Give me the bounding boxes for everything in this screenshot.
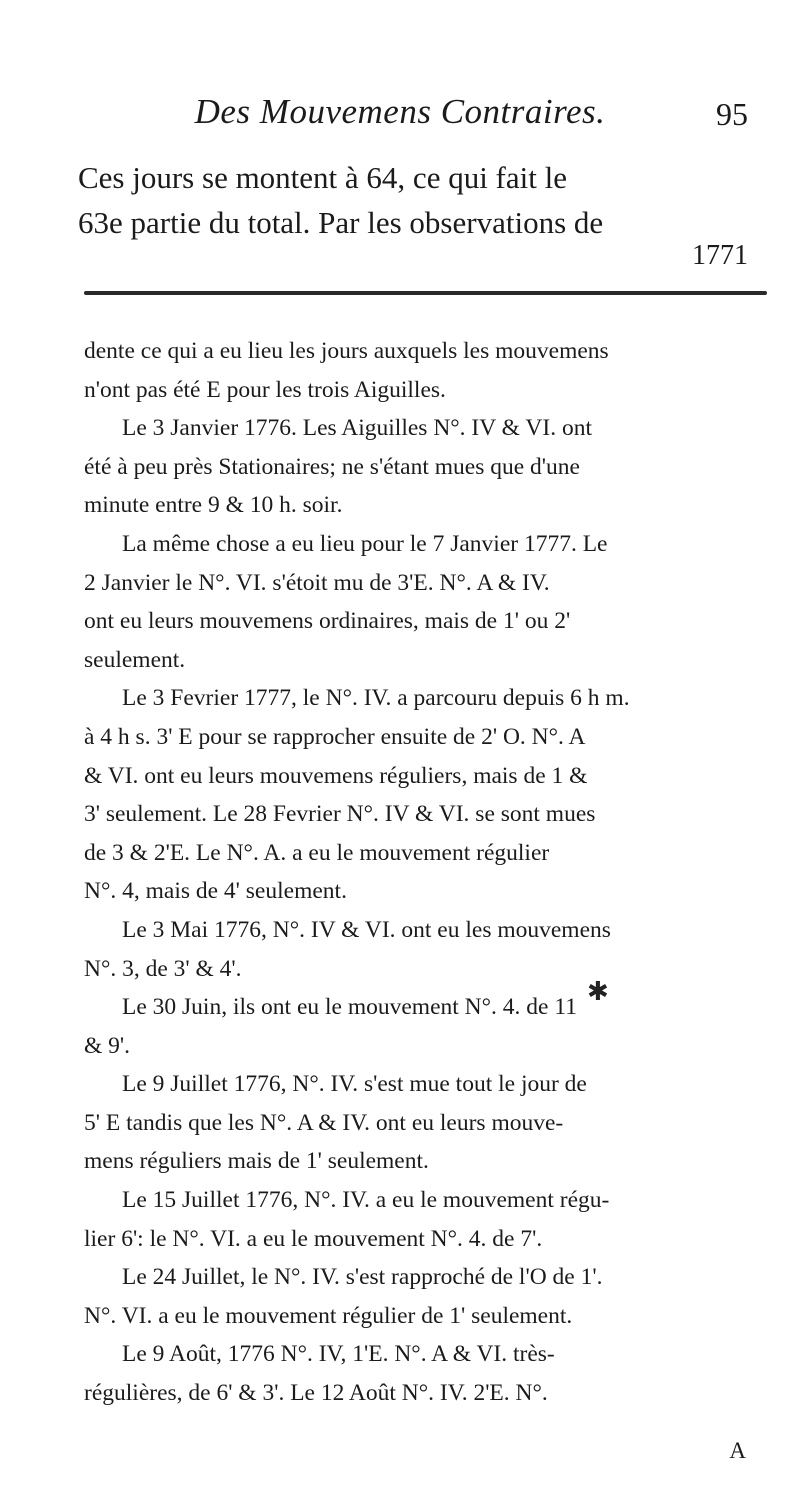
- text-line: Le 9 Juillet 1776, N°. IV. s'est mue tout le jour de: [122, 1071, 587, 1098]
- text-line: Le 30 Juin, ils ont eu le mouvement N°. 4. de 11: [122, 994, 577, 1021]
- text-line: N°. 4, mais de 4' seulement.: [84, 878, 347, 905]
- text-line: minute entre 9 & 10 h. soir.: [84, 492, 343, 519]
- text-line: & 9'.: [84, 1032, 131, 1059]
- text-line: n'ont pas été E pour les trois Aiguilles.: [84, 376, 446, 403]
- page-header: [0, 92, 800, 142]
- page-number: 95: [716, 96, 748, 132]
- catch-year: 1771: [692, 240, 748, 271]
- text-line: mens réguliers mais de 1' seulement.: [84, 1148, 429, 1175]
- text-line: Le 3 Fevrier 1777, le N°. IV. a parcouru depuis 6 h m.: [122, 685, 630, 712]
- page-break-rule: [84, 291, 767, 295]
- text-line: à 4 h s. 3' E pour se rapprocher ensuite de 2' O. N°. A: [84, 723, 586, 750]
- lead-line: Ces jours se montent à 64, ce qui fait le: [78, 160, 567, 195]
- text-line: La même chose a eu lieu pour le 7 Janvier 1777. Le: [122, 530, 608, 557]
- running-title: Des Mouvemens Contraires.: [194, 92, 606, 131]
- text-line: Le 24 Juillet, le N°. IV. s'est rapproché de l'O de 1'.: [122, 1264, 603, 1291]
- text-line: 2 Janvier le N°. VI. s'étoit mu de 3'E. N°. A & IV.: [84, 569, 550, 596]
- text-line: été à peu près Stationaires; ne s'étant mues que d'une: [84, 453, 580, 480]
- text-line: Le 3 Janvier 1776. Les Aiguilles N°. IV & VI. ont: [122, 415, 592, 442]
- lead-line: 63e partie du total. Par les observations de: [78, 205, 604, 240]
- text-line: ont eu leurs mouvemens ordinaires, mais de 1' ou 2': [84, 608, 571, 635]
- text-line: & VI. ont eu leurs mouvemens réguliers, mais de 1 &: [84, 762, 588, 789]
- ink-blot-icon: ✱: [587, 977, 609, 1006]
- text-line: Le 3 Mai 1776, N°. IV & VI. ont eu les mouvemens: [122, 916, 611, 943]
- text-line: dente ce qui a eu lieu les jours auxquels les mouvemens: [84, 338, 609, 364]
- text-line: Le 9 Août, 1776 N°. IV, 1'E. N°. A & VI. très-: [122, 1341, 555, 1368]
- text-line: N°. VI. a eu le mouvement régulier de 1' seulement.: [84, 1302, 573, 1329]
- lead-paragraph: [78, 155, 768, 245]
- body-text: [84, 332, 770, 1413]
- text-line: seulement.: [84, 646, 186, 673]
- text-line: lier 6': le N°. VI. a eu le mouvement N°. 4. de 7'.: [84, 1225, 543, 1252]
- text-line: de 3 & 2'E. Le N°. A. a eu le mouvement régulier: [84, 839, 550, 866]
- text-line: Le 15 Juillet 1776, N°. IV. a eu le mouvement régu-: [122, 1187, 610, 1214]
- text-line: N°. 3, de 3' & 4'.: [84, 955, 242, 982]
- catchword: A: [729, 1438, 746, 1463]
- text-line: régulières, de 6' & 3'. Le 12 Août N°. IV. 2'E. N°.: [84, 1380, 548, 1407]
- text-line: 3' seulement. Le 28 Fevrier N°. IV & VI. se sont mues: [84, 801, 596, 828]
- text-line: 5' E tandis que les N°. A & IV. ont eu leurs mouve-: [84, 1109, 564, 1136]
